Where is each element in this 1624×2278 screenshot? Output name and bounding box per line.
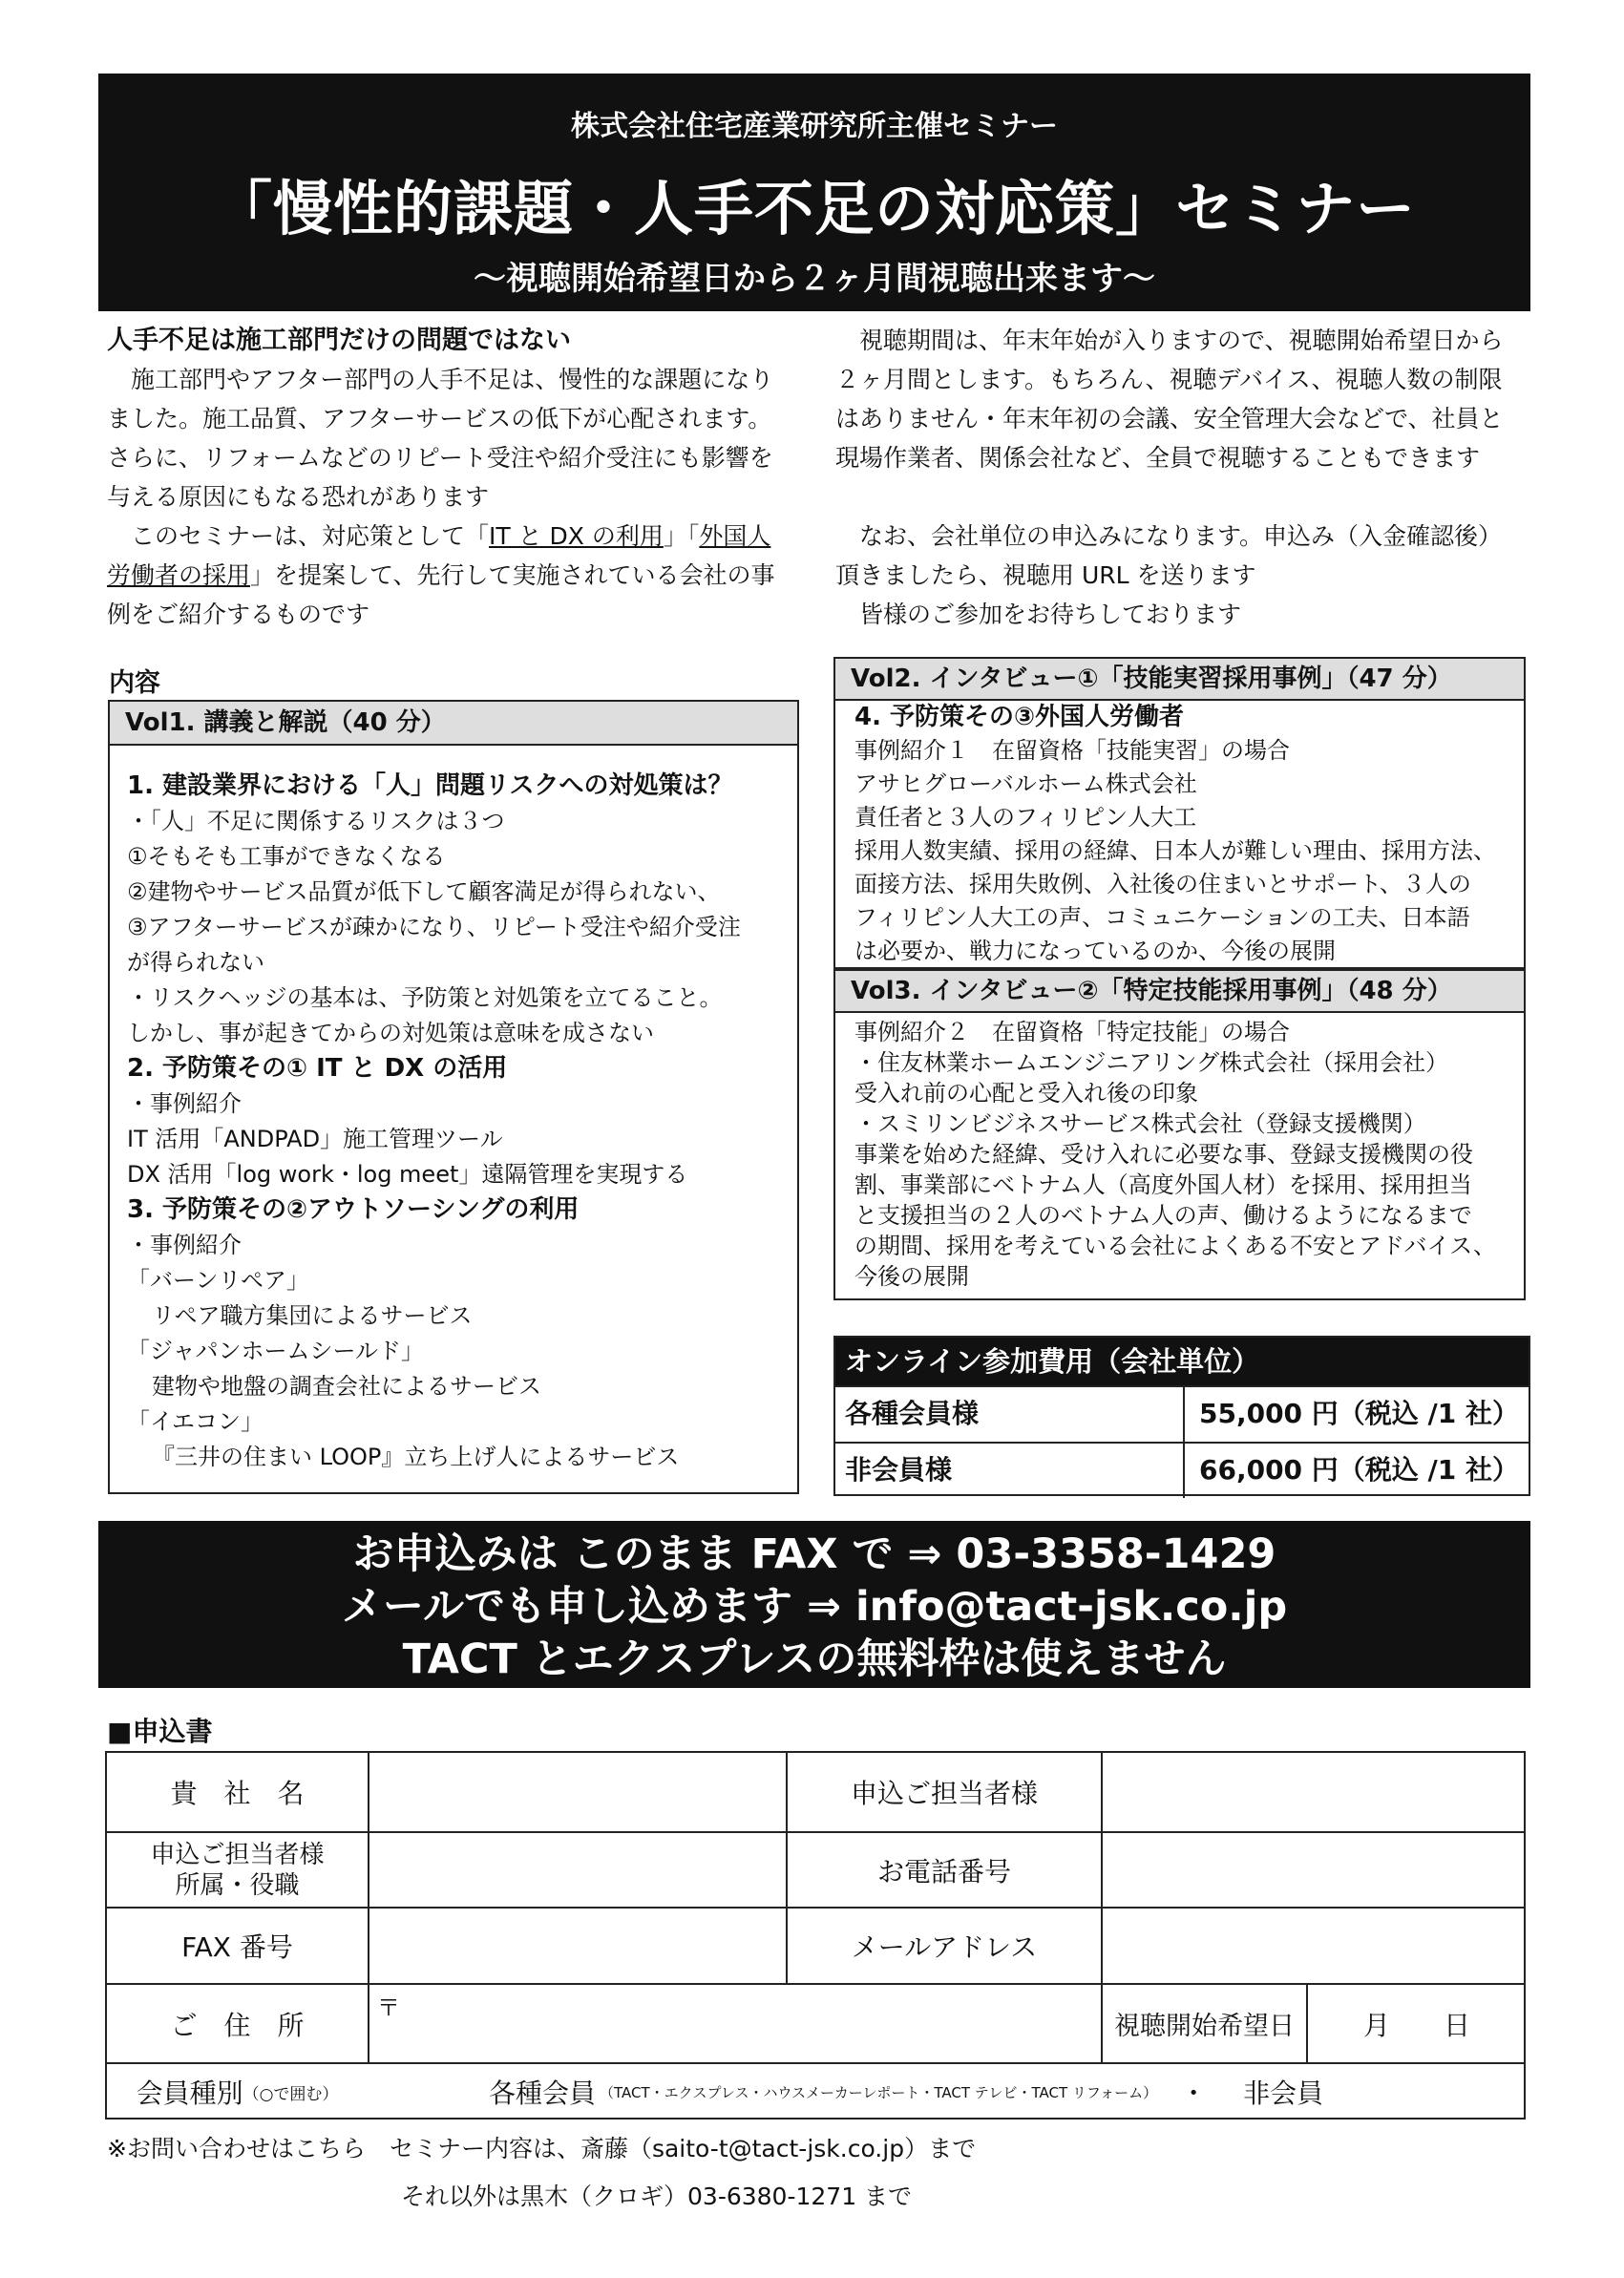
underlined-text: 外国人 [699,522,771,550]
postal-mark: 〒 [377,1994,400,2021]
content-line: 採用人数実績、採用の経緯、日本人が難しい理由、採用方法、 [854,837,1496,864]
fee-row-member [835,1385,1529,1442]
content-line: ・スミリンビジネスサービス株式会社（登録支援機関） [854,1110,1426,1137]
member-option-member[interactable]: 各種会員 [489,2078,597,2109]
content-line: 面接方法、採用失敗例、入社後の住まいとサポート、３人の [854,871,1471,897]
member-option-nonmember[interactable]: 非会員 [1243,2078,1324,2109]
content-line: ・「人」不足に関係するリスクは３つ [127,808,505,834]
content-line: 「ジャパンホームシールド」 [127,1338,425,1364]
content-line: 割、事業部にベトナム人（高度外国人材）を採用、採用担当 [854,1171,1472,1198]
phone-field[interactable] [1103,1833,1526,1907]
vol1-title: Vol1. 講義と解説（40 分） [110,702,797,746]
intro-line: 与える原因にもなる恐れがあります [107,483,490,511]
topic-heading: 1. 建設業界における「人」問題リスクへの対処策は？ [127,771,733,800]
member-type-text: 会員種別 [136,2078,243,2109]
fee-price: 66,000 円（税込 /1 社） [1198,1454,1519,1486]
vol3-box [833,969,1526,1300]
phone-label: お電話番号 [876,1855,1011,1888]
contact-note-2: それ以外は黒木（クロギ）03-6380-1271 まで [401,2183,913,2210]
intro-line: 現場作業者、関係会社など、全員で視聴することもできます [835,444,1481,472]
text-run: 」を提案して、先行して実施されている会社の事 [250,561,775,589]
content-line: DX 活用「log work・log meet」遠隔管理を実現する [127,1161,688,1188]
text-run: このセミナーは、対応策として「 [131,522,490,550]
application-form [105,1751,1526,2120]
intro-line: 皆様のご参加をお待ちしております [859,601,1242,628]
fee-heading: オンライン参加費用（会社単位） [835,1338,1529,1385]
content-line: が得られない [127,949,264,976]
content-line: ・住友林業ホームエンジニアリング株式会社（採用会社） [854,1049,1448,1076]
intro-line: 頂きましたら、視聴用 URL を送ります [835,561,1256,589]
vol2-content [835,701,1524,968]
contents-heading: 内容 [109,668,160,698]
header-banner [98,74,1530,311]
content-line: ・事例紹介 [127,1232,242,1258]
form-title: ■申込書 [107,1716,213,1747]
email-line: メールでも申し込めます ⇒ info@tact-jsk.co.jp [341,1583,1288,1631]
intro-line: ２ヶ月間とします。もちろん、視聴デバイス、視聴人数の制限 [835,366,1503,393]
content-line: ・リスクヘッジの基本は、予防策と対処策を立てること。 [127,984,723,1011]
contact-person-field[interactable] [1103,1753,1526,1831]
vol2-box [833,657,1526,969]
content-line: 事業を始めた経緯、受け入れに必要な事、登録支援機関の役 [854,1141,1473,1168]
vol1-box [108,700,799,1494]
address-field[interactable] [369,1985,1101,2062]
email-field[interactable] [1103,1909,1526,1983]
content-line: アサヒグローバルホーム株式会社 [854,770,1197,797]
seminar-title: 「慢性的課題・人手不足の対応策」セミナー [212,174,1416,243]
content-line: 今後の展開 [854,1263,969,1290]
fee-price: 55,000 円（税込 /1 社） [1198,1398,1519,1429]
intro-line: ました。施工品質、アフターサービスの低下が心配されます。 [107,405,772,432]
intro-line: 視聴期間は、年末年始が入りますので、視聴開始希望日から [859,327,1504,354]
contact-note: ※お問い合わせはこちら セミナー内容は、斎藤（saito-t@tact-jsk.co.jp）まで [107,2135,977,2162]
underlined-text: IT と DX の利用 [489,522,664,550]
content-line: は必要か、戦力になっているのか、今後の展開 [854,938,1336,964]
intro-line: 施工部門やアフター部門の人手不足は、慢性的な課題になり [131,366,774,393]
content-line: 事例紹介１ 在留資格「技能実習」の場合 [854,737,1290,764]
fax-label: FAX 番号 [181,1931,293,1963]
intro-line: 例をご紹介するものです [107,601,370,628]
fee-table [833,1336,1530,1496]
intro-line: さらに、リフォームなどのリピート受注や紹介受注にも影響を [107,444,773,472]
underlined-text: 労働者の採用 [107,561,251,589]
content-line: 「バーンリペア」 [127,1267,310,1294]
dept-field[interactable] [369,1833,786,1907]
fee-row-nonmember [835,1442,1529,1498]
content-line: ・事例紹介 [127,1090,242,1117]
contact-person-label: 申込ご担当者様 [850,1778,1038,1809]
content-line: ②建物やサービス品質が低下して顧客満足が得られない、 [127,878,721,905]
content-line: しかし、事が起きてからの対処策は意味を成さない [127,1020,654,1046]
content-line: フィリピン人大工の声、コミュニケーションの工夫、日本語 [854,904,1470,931]
content-line: ①そもそも工事ができなくなる [127,843,446,870]
content-line: と支援担当の２人のベトナム人の声、働けるようになるまで [854,1202,1472,1229]
intro-left [107,321,813,634]
member-type-options [369,2064,1526,2120]
content-line: 建物や地盤の調査会社によるサービス [152,1373,541,1400]
fax-field[interactable] [369,1909,786,1983]
dept-label-line: 所属・役職 [175,1870,300,1900]
intro-heading: 人手不足は施工部門だけの問題ではない [107,326,571,355]
vol3-title: Vol3. インタビュー②「特定技能採用事例」（48 分） [835,971,1524,1013]
notice-line: TACT とエクスプレスの無料枠は使えません [402,1635,1227,1683]
topic-heading: 4. 予防策その③外国人労働者 [854,703,1185,731]
text-run: 」「 [663,522,700,550]
content-line: ③アフターサービスが疎かになり、リピート受注や紹介受注 [127,914,741,940]
topic-heading: 2. 予防策その① IT と DX の活用 [127,1054,508,1083]
member-option-note: （TACT・エクスプレス・ハウスメーカーレポート・TACT テレビ・TACT リフォーム） [600,2083,1158,2101]
content-line: 受入れ前の心配と受入れ後の印象 [854,1080,1198,1107]
intro-line [107,556,813,595]
dept-label [107,1833,368,1907]
content-line: 「イエコン」 [127,1408,264,1435]
intro-right [835,321,1530,634]
dept-label-line: 申込ご担当者様 [150,1840,325,1869]
content-line: 『三井の住まい LOOP』立ち上げ人によるサービス [152,1444,680,1470]
member-type-note: （○で囲む） [243,2084,339,2104]
start-date-label: 視聴開始希望日 [1114,2012,1295,2041]
organizer-line: 株式会社住宅産業研究所主催セミナー [571,110,1058,143]
vol1-content [110,746,797,1475]
intro-line: はありません・年末年初の会議、安全管理大会などで、社員と [835,405,1504,432]
content-line: 事例紹介２ 在留資格「特定技能」の場合 [854,1019,1290,1045]
content-line: の期間、採用を考えている会社によくある不安とアドバイス、 [854,1233,1496,1259]
application-banner [98,1521,1530,1688]
member-type-label [107,2064,368,2120]
company-name-field[interactable] [369,1753,786,1831]
fee-label: 各種会員様 [835,1387,1185,1442]
content-line: リペア職方集団によるサービス [152,1302,473,1329]
content-line: IT 活用「ANDPAD」施工管理ツール [127,1126,503,1152]
email-label: メールアドレス [851,1931,1038,1963]
fee-label: 非会員様 [835,1444,1185,1498]
content-line: 責任者と３人のフィリピン人大工 [854,804,1197,831]
topic-heading: 3. 予防策その②アウトソーシングの利用 [127,1195,580,1224]
start-date-field[interactable]: 月 日 [1362,2009,1470,2041]
address-label: ご 住 所 [170,2009,305,2041]
intro-line [107,517,813,556]
company-name-label: 貴 社 名 [170,1778,305,1809]
fax-line: お申込みは このまま FAX で ⇒ 03-3358-1429 [352,1530,1276,1578]
intro-line: なお、会社単位の申込みになります。申込み（入金確認後） [859,522,1503,550]
separator-dot: ・ [1180,2078,1208,2109]
vol2-title: Vol2. インタビュー①「技能実習採用事例」（47 分） [835,659,1524,701]
viewing-period: ～視聴開始希望日から２ヶ月間視聴出来ます～ [474,260,1155,298]
vol3-content [835,1013,1524,1292]
